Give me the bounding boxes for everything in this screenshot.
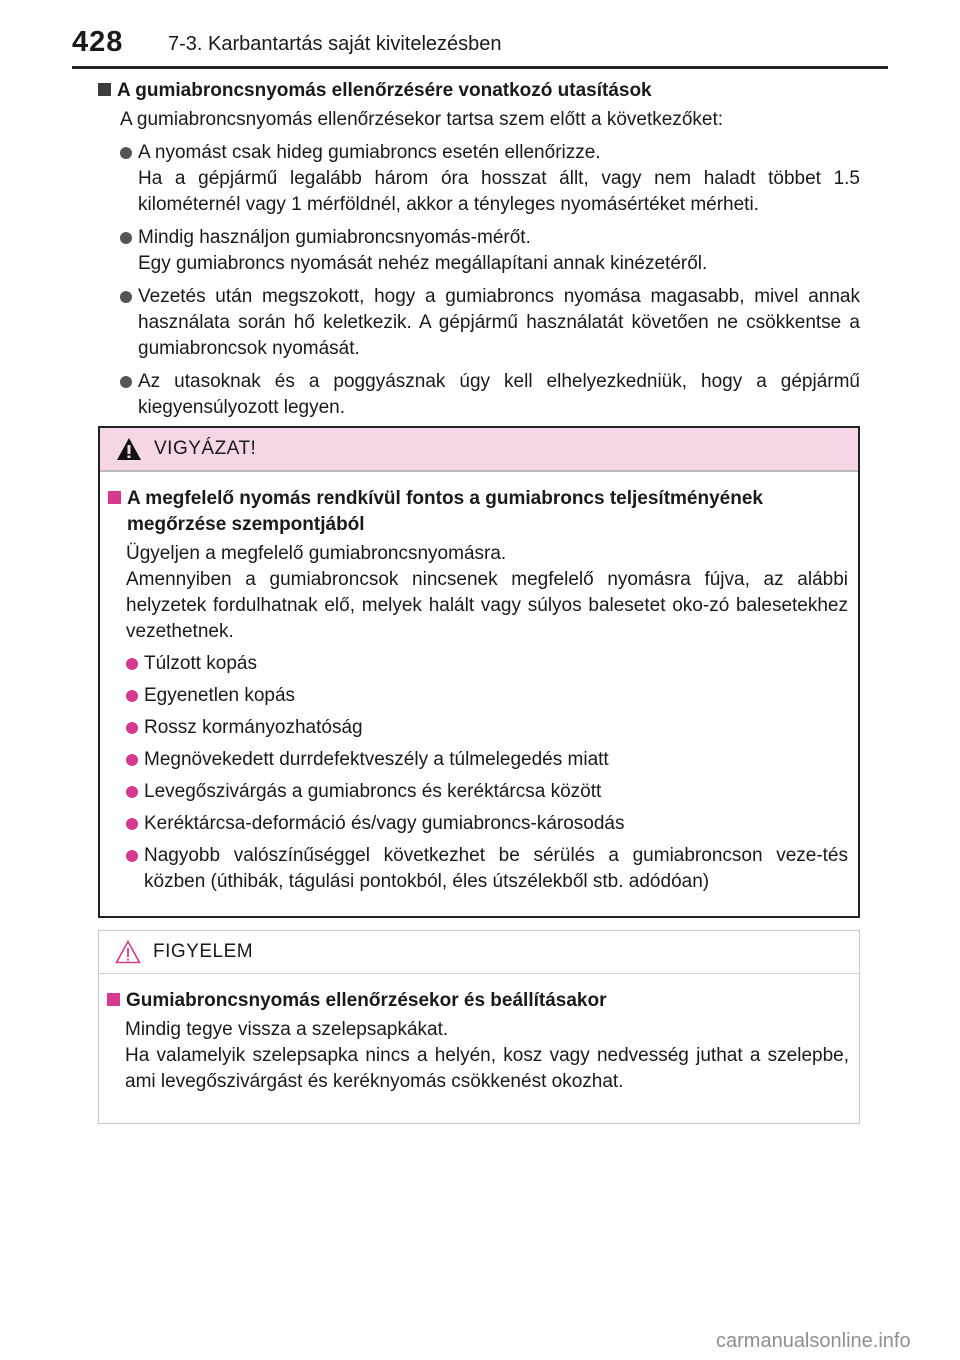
warning-box (98, 426, 860, 918)
round-bullet-icon (126, 786, 138, 798)
page-number: 428 (72, 26, 124, 58)
main-section (98, 78, 860, 421)
warning-heading: A megfelelő nyomás rendkívül fontos a gumiabroncs teljesítményének megőrzése szempontjából (108, 486, 848, 538)
square-bullet-icon (108, 491, 121, 504)
list-item: Mindig használjon gumiabroncsnyomás-mérőt. Egy gumiabroncs nyomását nehéz megállapítani annak kinézetéről. (120, 225, 860, 277)
warning-box-header (100, 428, 858, 472)
notice-label: FIGYELEM (153, 941, 254, 962)
round-bullet-icon (126, 722, 138, 734)
list-item: Túlzott kopás (126, 651, 848, 677)
list-item: Levegőszivárgás a gumiabroncs és keréktárcsa között (126, 779, 848, 805)
round-bullet-icon (120, 232, 132, 244)
round-bullet-icon (120, 376, 132, 388)
round-bullet-icon (126, 690, 138, 702)
section-heading: A gumiabroncsnyomás ellenőrzésére vonatkozó utasítások (98, 78, 860, 104)
list-item: Egyenetlen kopás (126, 683, 848, 709)
round-bullet-icon (126, 850, 138, 862)
round-bullet-icon (120, 291, 132, 303)
list-item: Rossz kormányozhatóság (126, 715, 848, 741)
round-bullet-icon (120, 147, 132, 159)
watermark: carmanualsonline.info (716, 1330, 911, 1352)
list-item: Az utasoknak és a poggyásznak úgy kell elhelyezkedniük, hogy a gépjármű kiegyensúlyozott legyen. (120, 369, 860, 421)
page-header (0, 0, 960, 70)
round-bullet-icon (126, 818, 138, 830)
warning-triangle-icon (116, 437, 142, 461)
list-item: Keréktárcsa-deformáció és/vagy gumiabroncs-károsodás (126, 811, 848, 837)
bullet-list (98, 140, 860, 421)
section-title: 7-3. Karbantartás saját kivitelezésben (168, 33, 502, 55)
intro-paragraph: A gumiabroncsnyomás ellenőrzésekor tartsa szem előtt a következőket: (120, 109, 724, 130)
warning-paragraph: Ügyeljen a megfelelő gumiabroncsnyomásra. Amennyiben a gumiabroncsok nincsenek megfelelő nyomásra fújva, az alábbi helyzetek fordulhatnak elő, melyek halált vagy súlyos balesetet oko-zó balesetekhez vezethetnek. (126, 543, 848, 642)
square-bullet-icon (107, 993, 120, 1006)
list-item: A nyomást csak hideg gumiabroncs esetén ellenőrizze. Ha a gépjármű legalább három óra hosszat állt, vagy nem haladt többet 1.5 kilométernél vagy 1 mérföldnél, akkor a tényleges nyomásértéket mérheti. (120, 140, 860, 218)
warning-label: VIGYÁZAT! (154, 438, 257, 459)
list-item: Nagyobb valószínűséggel következhet be sérülés a gumiabroncson veze-tés közben (úthibák, tágulási pontokból, éles útszélekből stb. adódóan) (126, 843, 848, 895)
notice-box-header (99, 931, 859, 974)
notice-paragraph: Mindig tegye vissza a szelepsapkákat. Ha valamelyik szelepsapka nincs a helyén, kosz vagy nedvesség juthat a szelepbe, ami levegőszivárgást és keréknyomás csökkenést okozhat. (125, 1019, 849, 1092)
list-item: Megnövekedett durrdefektveszély a túlmelegedés miatt (126, 747, 848, 773)
notice-box (98, 930, 860, 1124)
round-bullet-icon (126, 658, 138, 670)
round-bullet-icon (126, 754, 138, 766)
notice-heading: Gumiabroncsnyomás ellenőrzésekor és beállításakor (107, 988, 849, 1014)
caution-outline-triangle-icon (115, 940, 141, 964)
header-divider (72, 66, 888, 69)
list-item: Vezetés után megszokott, hogy a gumiabroncs nyomása magasabb, mivel annak használata során hő keletkezik. A gépjármű használatát követően ne csökkentse a gumiabroncsok nyomását. (120, 284, 860, 362)
square-bullet-icon (98, 83, 111, 96)
warning-list (108, 651, 848, 895)
